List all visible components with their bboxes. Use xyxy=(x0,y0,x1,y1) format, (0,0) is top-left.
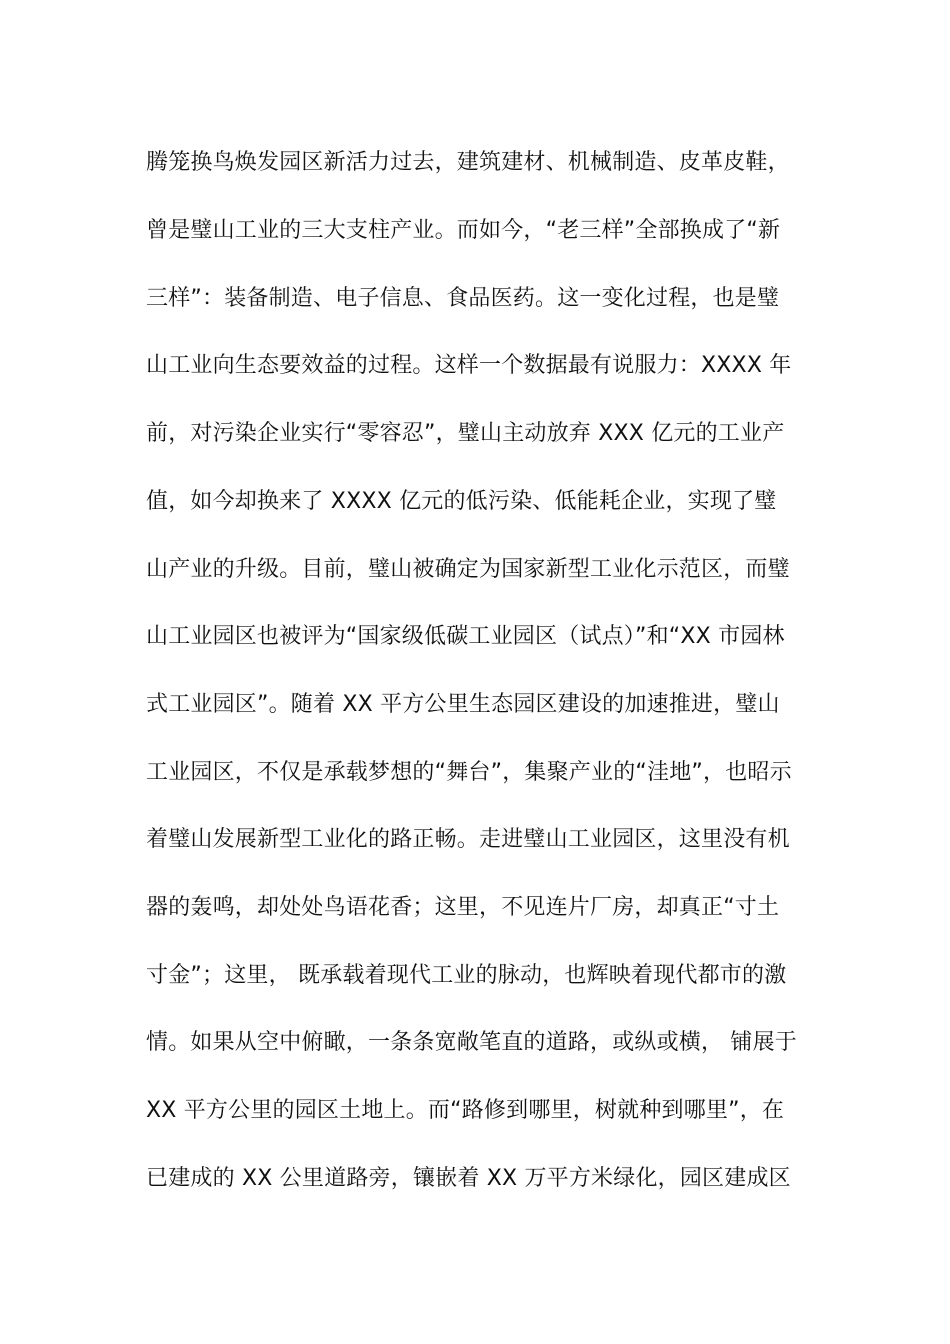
text-line: 寸金”；这里， 既承载着现代工业的脉动，也辉映着现代都市的激 xyxy=(146,963,787,988)
text-line: 山产业的升级。目前，璧山被确定为国家新型工业化示范区，而璧 xyxy=(146,557,790,582)
text-line: 山工业向生态要效益的过程。这样一个数据最有说服力：XXXX 年 xyxy=(146,353,792,378)
text-line: 前，对污染企业实行“零容忍”，璧山主动放弃 XXX 亿元的工业产 xyxy=(146,421,785,446)
text-line: 情。如果从空中俯瞰，一条条宽敞笔直的道路，或纵或横， 铺展于 xyxy=(146,1030,797,1055)
text-line: 值，如今却换来了 XXXX 亿元的低污染、低能耗企业，实现了璧 xyxy=(146,489,777,514)
text-line: 山工业园区也被评为“国家级低碳工业园区（试点）”和“XX 市园林 xyxy=(146,624,785,649)
text-line: 已建成的 XX 公里道路旁，镶嵌着 XX 万平方米绿化，园区建成区 xyxy=(146,1166,791,1191)
text-line: 着璧山发展新型工业化的路正畅。走进璧山工业园区，这里没有机 xyxy=(146,827,790,852)
text-line: 腾笼换鸟焕发园区新活力过去，建筑建材、机械制造、皮革皮鞋， xyxy=(146,150,790,175)
text-line: 曾是璧山工业的三大支柱产业。而如今，“老三样”全部换成了“新 xyxy=(146,218,781,243)
text-line: 器的轰鸣，却处处鸟语花香；这里，不见连片厂房，却真正“寸土 xyxy=(146,895,780,920)
text-line: 工业园区，不仅是承载梦想的“舞台”，集聚产业的“洼地”，也昭示 xyxy=(146,760,792,785)
text-line: 三样”：装备制造、电子信息、食品医药。这一变化过程，也是璧 xyxy=(146,286,780,311)
text-line: XX 平方公里的园区土地上。而“路修到哪里，树就种到哪里”，在 xyxy=(146,1098,785,1123)
text-line: 式工业园区”。随着 XX 平方公里生态园区建设的加速推进，璧山 xyxy=(146,692,780,717)
